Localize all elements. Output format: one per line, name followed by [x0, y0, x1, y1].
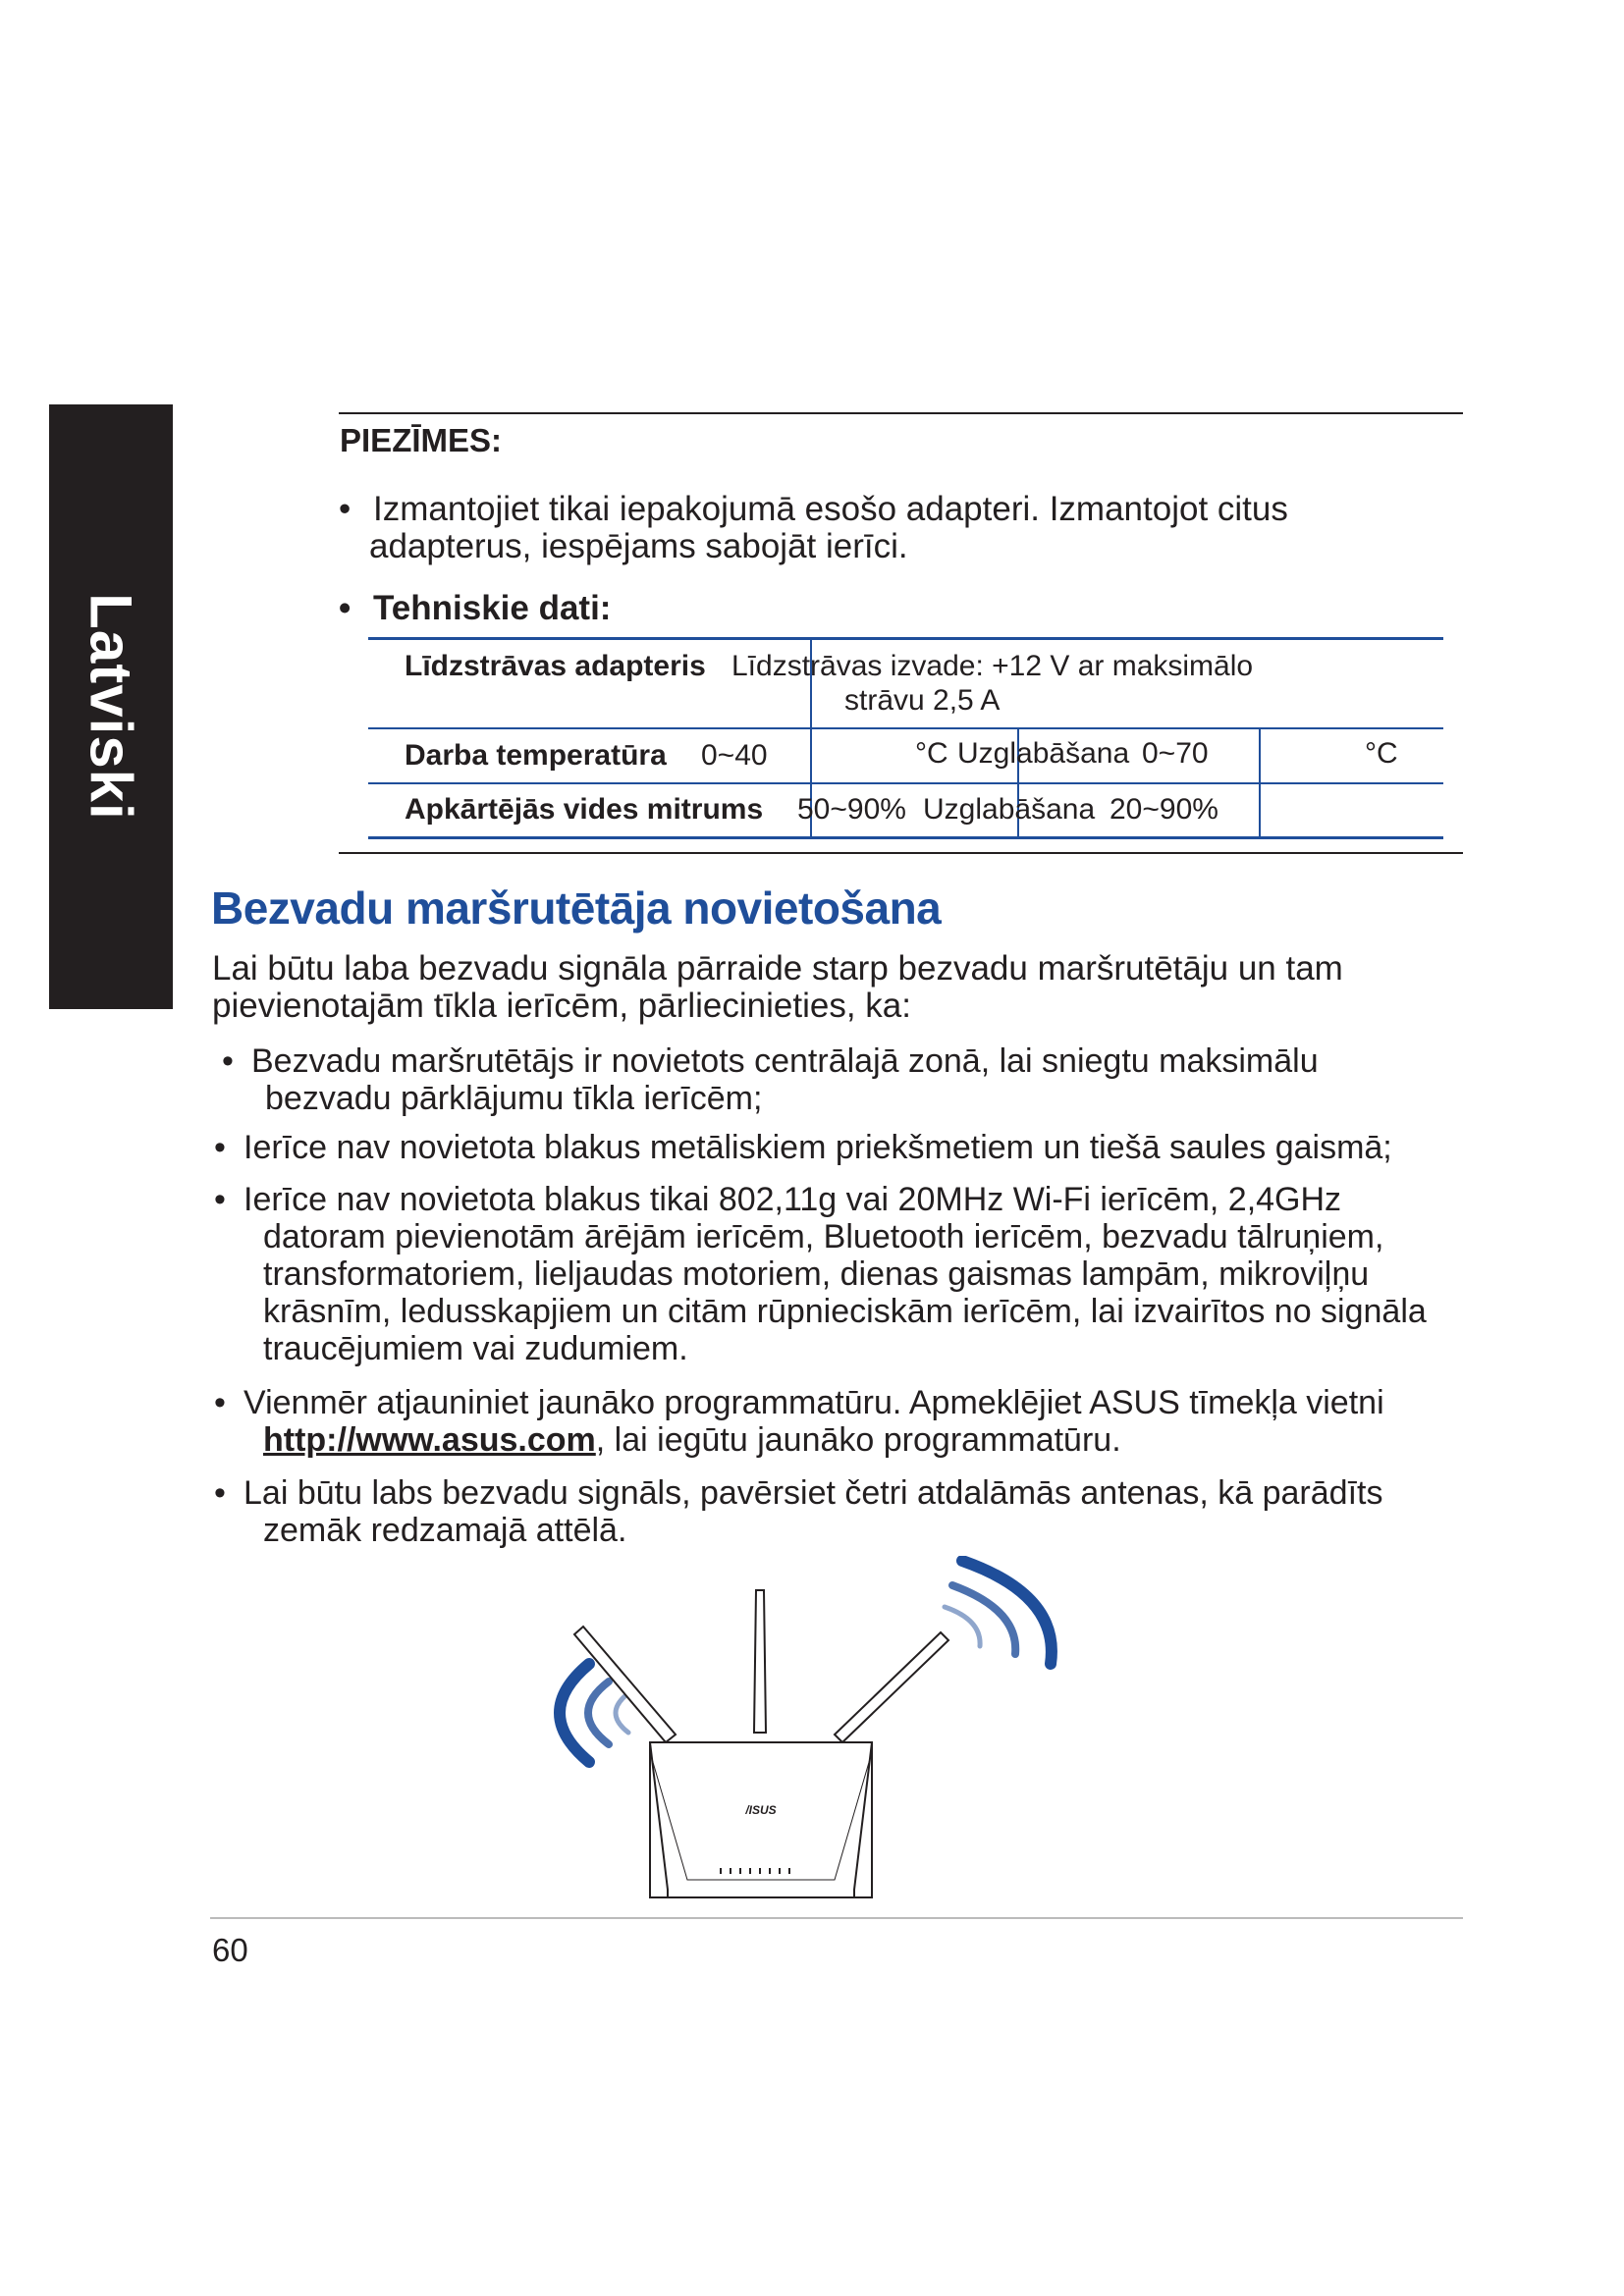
item-line-rest: , lai iegūtu jaunāko programmatūru. — [595, 1421, 1121, 1459]
intro-line: pievienotajām tīkla ierīcēm, pārliecinieties, ka: — [212, 987, 911, 1025]
placement-item-5 — [214, 1474, 1383, 1549]
spec-row2-label: Darba temperatūra — [405, 739, 667, 772]
asus-website-link[interactable]: http://www.asus.com — [263, 1421, 596, 1459]
spec-row1-value: Līdzstrāvas izvade: +12 V ar maksimālo — [731, 650, 1254, 682]
spec-row3-storage-label: Uzglabāšana — [923, 793, 1096, 826]
router-illustration — [481, 1556, 1090, 1909]
spec-row1-label: Līdzstrāvas adapteris — [405, 650, 706, 682]
item-line: Lai būtu labs bezvadu signāls, pavērsiet četri atdalāmās antenas, kā parādīts — [244, 1474, 1383, 1512]
placement-item-1 — [222, 1042, 1319, 1117]
page-number: 60 — [212, 1932, 248, 1968]
section-intro — [212, 950, 1343, 1025]
item-line: krāsnīm, ledusskapjiem un citām rūpnieciskām ierīcēm, lai izvairītos no signāla — [263, 1293, 1427, 1330]
bullet-dot: • — [214, 1129, 226, 1166]
spec-row3-value2: 20~90% — [1110, 793, 1218, 826]
section-heading: Bezvadu maršrutētāja novietošana — [211, 882, 942, 934]
bullet-dot: • — [339, 589, 352, 627]
notes-item-adapter — [339, 490, 1288, 565]
notes-bottom-rule — [339, 852, 1463, 854]
placement-item-3 — [214, 1181, 1427, 1367]
item-line: Vienmēr atjauniniet jaunāko programmatūru. Apmeklējiet ASUS tīmekļa vietni — [244, 1384, 1384, 1421]
item-line: Bezvadu maršrutētājs ir novietots centrālajā zonā, lai sniegtu maksimālu — [251, 1042, 1319, 1080]
router-logo: /ISUS — [745, 1803, 777, 1817]
table-rule — [368, 836, 1443, 839]
router-body — [650, 1742, 872, 1897]
item-line: datoram pievienotām ārējām ierīcēm, Bluetooth ierīcēm, bezvadu tālruņiem, — [263, 1218, 1384, 1255]
notes-item-line: Izmantojiet tikai iepakojumā esošo adapteri. Izmantojot citus — [373, 490, 1288, 528]
intro-line: Lai būtu laba bezvadu signāla pārraide starp bezvadu maršrutētāju un tam — [212, 949, 1343, 988]
spec-row2-storage-label: Uzglabāšana — [957, 737, 1130, 770]
spec-row1-value-cont: strāvu 2,5 A — [844, 684, 1001, 717]
item-line: bezvadu pārklājumu tīkla ierīcēm; — [265, 1080, 763, 1117]
bullet-dot: • — [214, 1474, 226, 1512]
spec-row2-unit1: °C — [915, 737, 948, 770]
item-line — [244, 1421, 1384, 1459]
notes-title: PIEZĪMES: — [340, 422, 503, 458]
bullet-dot: • — [222, 1042, 234, 1080]
bullet-dot: • — [339, 490, 352, 528]
spec-title — [339, 589, 612, 628]
item-line: transformatoriem, lieljaudas motoriem, dienas gaismas lampām, mikroviļņu — [263, 1255, 1370, 1293]
table-rule — [368, 727, 1443, 729]
spec-title-text: Tehniskie dati: — [373, 589, 612, 627]
spec-row3-value1: 50~90% — [797, 793, 906, 826]
item-line: zemāk redzamajā attēlā. — [263, 1512, 627, 1549]
placement-item-4 — [214, 1384, 1384, 1459]
placement-item-2 — [214, 1129, 1392, 1166]
spec-row2-value1: 0~40 — [701, 739, 768, 772]
notes-top-rule — [339, 412, 1463, 414]
table-rule — [368, 637, 1443, 640]
router-antennas — [574, 1590, 948, 1742]
bullet-dot: • — [214, 1181, 226, 1218]
side-tab-label: Latviski — [78, 593, 144, 821]
spec-row2-value2: 0~70 — [1142, 737, 1209, 770]
spec-row2-unit2: °C — [1365, 737, 1398, 770]
item-line: Ierīce nav novietota blakus metāliskiem priekšmetiem un tiešā saules gaismā; — [244, 1129, 1392, 1166]
item-line: Ierīce nav novietota blakus tikai 802,11g vai 20MHz Wi-Fi ierīcēm, 2,4GHz — [244, 1181, 1342, 1218]
language-side-tab — [49, 404, 173, 1009]
bullet-dot: • — [214, 1384, 226, 1421]
table-divider — [1259, 728, 1261, 838]
notes-item-line: adapterus, iespējams sabojāt ierīci. — [369, 527, 908, 565]
footer-rule — [210, 1917, 1463, 1919]
spec-row3-label: Apkārtējās vides mitrums — [405, 793, 764, 826]
signal-waves-right-icon — [945, 1561, 1052, 1664]
item-line: traucējumiem vai zudumiem. — [263, 1330, 688, 1367]
table-rule — [368, 782, 1443, 784]
